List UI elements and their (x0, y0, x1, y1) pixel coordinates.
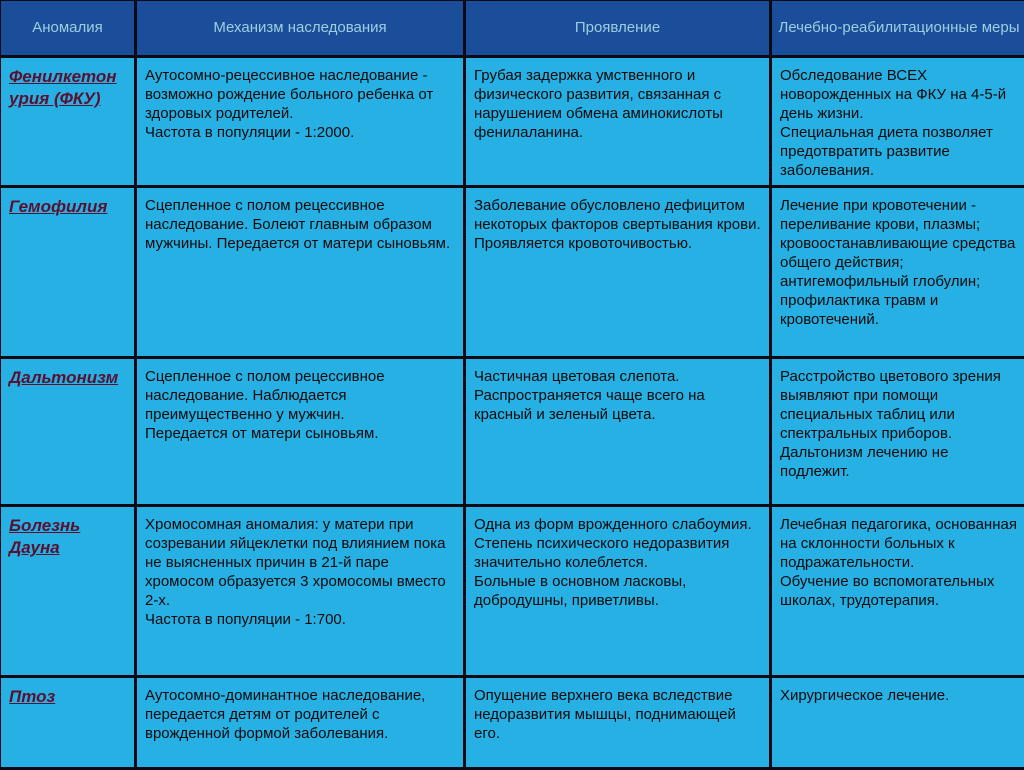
manifestation-text: Проявляется кровоточивостью. (474, 235, 693, 253)
mechanism-text: Частота в популяции - 1:700. (145, 611, 346, 629)
table-row (1, 58, 1024, 185)
manifestation-text: Грубая задержка умственного и физического развития, связанная с нарушением обмена аминокислоты фенилаланина. (474, 67, 723, 141)
manifestation-text: Одна из форм врожденного слабоумия. Степень психического недоразвития значительно колеблется. (474, 516, 752, 572)
treatment-text: Лечебная педагогика, основанная на склонности больных к подражательности. (780, 516, 1017, 572)
manifestation-text: Опущение верхнего века вследствие недоразвития мышцы, поднимающей его. (474, 687, 736, 743)
header-mechanism: Механизм наследования (137, 1, 463, 55)
anomaly-cell (1, 58, 134, 185)
manifestation-text: Распространяется чаще всего на красный и зеленый цвета. (474, 386, 705, 423)
header-treatment: Лечебно-реабилитационные меры (772, 1, 1024, 55)
mechanism-text: Хромосомная аномалия: у матери при созревании яйцеклетки под влиянием пока не выясненных причин в 21-й паре хромосом образуется 3 хромосомы вместо 2-х. (145, 516, 446, 610)
mechanism-text: Частота в популяции - 1:2000. (145, 124, 355, 141)
anomaly-cell (1, 359, 134, 504)
mechanism-text: Передается от матери сыновьям. (145, 424, 379, 442)
header-row (1, 1, 1024, 55)
treatment-cell (772, 58, 1024, 185)
mechanism-cell (137, 678, 463, 767)
header-manifestation: Проявление (466, 1, 769, 55)
manifestation-text: Частичная цветовая слепота. (474, 367, 680, 385)
anomaly-cell (1, 188, 134, 356)
mechanism-text: Сцепленное с полом рецессивное наследование. Наблюдается преимущественно у мужчин. (145, 367, 385, 423)
treatment-text: Хирургическое лечение. (780, 687, 950, 705)
treatment-text: Специальная диета позволяет предотвратить развитие заболевания. (780, 124, 993, 179)
mechanism-cell (137, 58, 463, 185)
treatment-cell (772, 188, 1024, 356)
table-row (1, 678, 1024, 767)
manifestation-cell (466, 359, 769, 504)
anomaly-link-down-syndrome[interactable]: Болезнь Дауна (9, 516, 81, 558)
treatment-cell (772, 359, 1024, 504)
header-anomaly: Аномалия (1, 1, 134, 55)
anomaly-link-daltonism[interactable]: Дальтонизм (9, 367, 119, 387)
mechanism-cell (137, 188, 463, 356)
manifestation-text: Больные в основном ласковы, добродушны, приветливы. (474, 573, 687, 610)
treatment-text: Обследование ВСЕХ новорожденных на ФКУ на 4-5-й день жизни. (780, 67, 1007, 122)
anomaly-link-pku[interactable]: Фенилкетонурия (ФКУ) (9, 67, 117, 108)
manifestation-cell (466, 188, 769, 356)
table-row (1, 359, 1024, 504)
treatment-cell (772, 507, 1024, 675)
treatment-text: Расстройство цветового зрения выявляют при помощи специальных таблиц или спектральных приборов. Дальтонизм лечению не подлежит. (780, 367, 1001, 480)
anomaly-cell (1, 507, 134, 675)
anomaly-cell (1, 678, 134, 767)
mechanism-text: Сцепленное с полом рецессивное наследование. Болеют главным образом мужчины. Передается от матери сыновьям. (145, 197, 451, 253)
treatment-cell (772, 678, 1024, 767)
manifestation-text: Заболевание обусловлено дефицитом некоторых факторов свертывания крови. (474, 197, 761, 234)
mechanism-cell (137, 359, 463, 504)
manifestation-cell (466, 678, 769, 767)
mechanism-text: Аутосомно-рецессивное наследование - возможно рождение больного ребенка от здоровых родителей. (145, 67, 434, 122)
mechanism-cell (137, 507, 463, 675)
table-row (1, 507, 1024, 675)
manifestation-cell (466, 58, 769, 185)
treatment-text: Лечение при кровотечении - переливание крови, плазмы; кровоостанавливающие средства общего действия; антигемофильный глобулин; профилактика травм и кровотечений. (780, 197, 1016, 329)
mechanism-text: Аутосомно-доминантное наследование, передается детям от родителей с врожденной формой заболевания. (145, 687, 426, 743)
anomaly-link-ptosis[interactable]: Птоз (9, 687, 56, 707)
manifestation-cell (466, 507, 769, 675)
anomaly-link-hemophilia[interactable]: Гемофилия (9, 197, 108, 217)
treatment-text: Обучение во вспомогательных школах, трудотерапия. (780, 573, 995, 610)
table-row (1, 188, 1024, 356)
